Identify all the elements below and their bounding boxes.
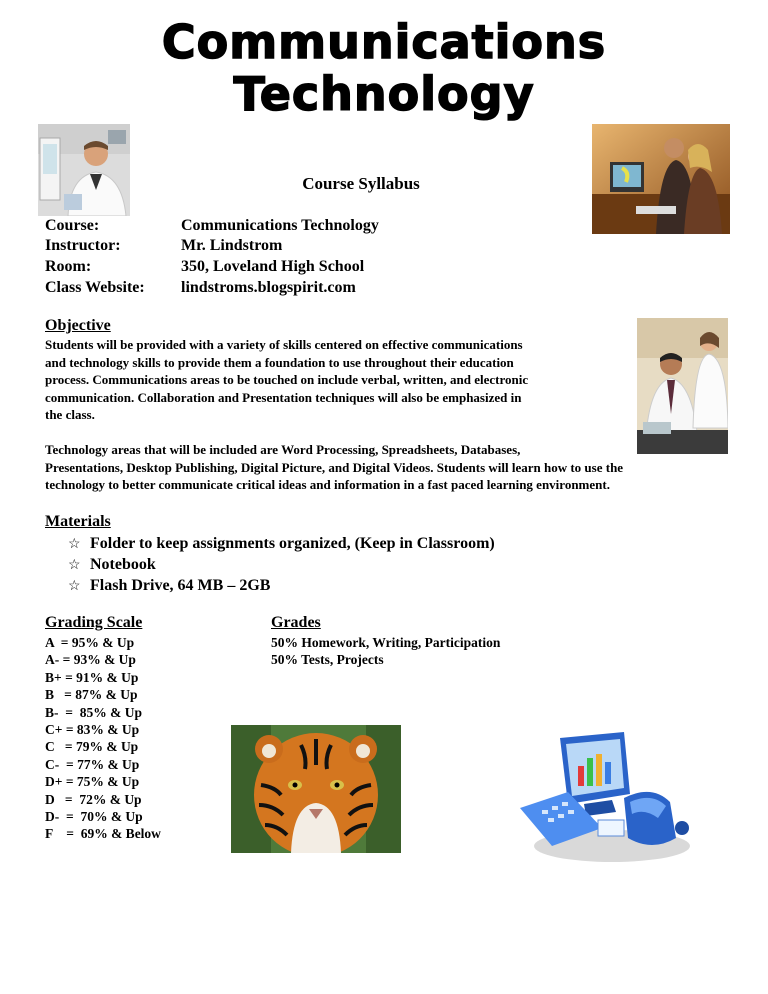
info-label: Course: (45, 217, 100, 234)
grading-scale-heading: Grading Scale (45, 614, 143, 631)
text-line: communication. Collaboration and Presentation techniques will also be emphasized in (45, 389, 522, 405)
info-row-course (45, 215, 379, 236)
list-item: B+ = 91% & Up (45, 669, 139, 685)
info-row-instructor (45, 235, 282, 256)
text-line: Technology areas that will be included are Word Processing, Spreadsheets, Databases, (45, 442, 521, 457)
scientist-photo (38, 124, 130, 216)
material-text: Flash Drive, 64 MB – 2GB (90, 577, 271, 594)
list-item: A- = 93% & Up (45, 652, 136, 668)
text-line: and technology skills to provide them a foundation to use throughout their education (45, 354, 514, 370)
text-line: process. Communications areas to be touched on include verbal, written, and electronic (45, 372, 529, 387)
computer-clipart (512, 728, 692, 866)
title-line-2: Technology (233, 67, 535, 121)
list-item (68, 534, 495, 555)
list-item: D+ = 75% & Up (45, 774, 140, 790)
title-line-1: Communications (161, 15, 607, 69)
list-item: D- = 70% & Up (45, 809, 143, 825)
tiger-photo (231, 725, 401, 853)
list-item: C+ = 83% & Up (45, 722, 140, 738)
info-label: Class Website: (45, 279, 145, 296)
text-line: the class. (45, 407, 95, 422)
info-value: 350, Loveland High School (181, 258, 365, 275)
info-label: Room: (45, 258, 92, 275)
list-item: 50% Tests, Projects (271, 652, 384, 668)
list-item: C- = 77% & Up (45, 756, 140, 772)
star-icon: ☆ (68, 537, 81, 552)
info-value: Mr. Lindstrom (181, 237, 283, 254)
list-item: D = 72% & Up (45, 791, 142, 807)
list-item: B = 87% & Up (45, 687, 138, 703)
list-item: F = 69% & Below (45, 826, 161, 842)
star-icon: ☆ (68, 558, 81, 573)
text-line: technology to better communicate critical ideas and information in a fast paced learning environment. (45, 477, 610, 492)
lab-researchers-photo (637, 318, 728, 454)
grading-scale-list (45, 634, 161, 843)
list-item: 50% Homework, Writing, Participation (271, 635, 501, 650)
info-value: Communications Technology (181, 217, 379, 234)
objective-heading: Objective (45, 317, 111, 334)
info-row-room (45, 256, 364, 277)
grades-heading: Grades (271, 614, 321, 631)
text-line: Presentations, Desktop Publishing, Digital Picture, and Digital Videos. Students will learn how to use the (45, 459, 624, 475)
text-line: Students will be provided with a variety of skills centered on effective communications (45, 337, 523, 352)
material-text: Folder to keep assignments organized, (Keep in Classroom) (90, 535, 495, 552)
objective-paragraph-1 (45, 336, 528, 424)
materials-heading: Materials (45, 513, 111, 530)
course-syllabus-heading: Course Syllabus (302, 174, 420, 193)
objective-paragraph-2 (45, 441, 623, 494)
info-label: Instructor: (45, 237, 121, 254)
info-value: lindstroms.blogspirit.com (181, 279, 356, 296)
grades-list (271, 634, 500, 669)
star-icon: ☆ (68, 579, 81, 594)
material-text: Notebook (90, 556, 156, 573)
list-item (68, 576, 495, 597)
list-item: A = 95% & Up (45, 635, 135, 650)
list-item: C = 79% & Up (45, 739, 139, 755)
info-row-website (45, 277, 356, 298)
list-item: B- = 85% & Up (45, 704, 142, 720)
materials-list (68, 534, 495, 597)
list-item (68, 555, 495, 576)
